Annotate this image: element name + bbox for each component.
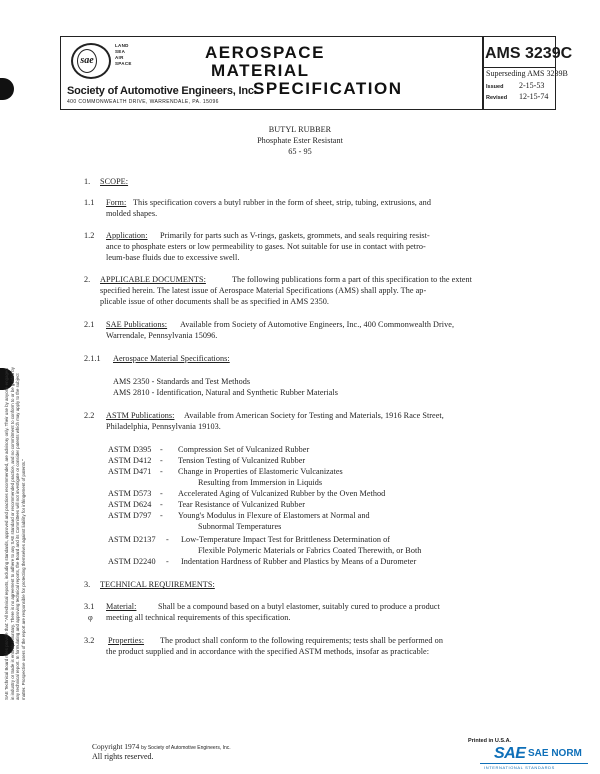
section-number: 1. — [84, 177, 91, 186]
paragraph-line: the product supplied and in accordance with the specified ASTM methods, insofar as practicable: — [106, 647, 430, 656]
astm-code: ASTM D471 — [108, 467, 152, 476]
watermark-subtitle: INTERNATIONAL STANDARDS — [484, 765, 555, 770]
section-heading: Aerospace Material Specifications: — [113, 354, 230, 363]
astm-description: Tension Testing of Vulcanized Rubber — [178, 456, 306, 465]
astm-description: Young's Modulus in Flexure of Elastomers at Normal and — [178, 511, 370, 520]
astm-dash: - — [160, 456, 163, 465]
section-number: 2.1 — [84, 320, 95, 329]
astm-dash: - — [160, 445, 163, 454]
section-number: 3.2 — [84, 636, 95, 645]
logo-caption-line: SEA — [115, 49, 126, 54]
astm-dash: - — [166, 535, 169, 544]
astm-code: ASTM D395 — [108, 445, 152, 454]
paragraph-lead: Form: — [106, 198, 127, 207]
material-subtitle: Phosphate Ester Resistant — [257, 136, 343, 145]
header-title-line2: MATERIAL — [211, 61, 310, 80]
paragraph-line: molded shapes. — [106, 209, 158, 218]
paragraph-line: leum-base fluids due to excessive swell. — [106, 253, 240, 262]
rights-reserved: All rights reserved. — [92, 752, 154, 761]
paragraph-line: plicable issue of other documents shall be as specified in AMS 2350. — [100, 297, 329, 306]
section-number: 3.1 — [84, 602, 95, 611]
astm-dash: - — [160, 500, 163, 509]
material-name: BUTYL RUBBER — [268, 125, 332, 134]
astm-description: Change in Properties of Elastomeric Vulcanizates — [178, 467, 343, 476]
section-heading: APPLICABLE DOCUMENTS: — [100, 275, 206, 284]
paragraph-line: Primarily for parts such as V-rings, gaskets, grommets, and seals requiring resist- — [160, 231, 430, 240]
astm-description: Tear Resistance of Vulcanized Rubber — [178, 500, 305, 509]
astm-description-cont: Flexible Polymeric Materials or Fabrics Coated Therewith, or Both — [198, 546, 422, 555]
disclaimer-line: SAE Technical Board rules provide that: "All technical reports, including standards, approved and practices recommended, are advisory only. Their use by anyone engaged — [4, 368, 9, 700]
ams-rule — [482, 67, 556, 68]
astm-description-cont: Resulting from Immersion in Liquids — [198, 478, 323, 487]
copyright-year: 1974 — [124, 742, 140, 751]
paragraph-line: Available from Society of Automotive Engineers, Inc., 400 Commonwealth Drive, — [180, 320, 455, 329]
paragraph-line: Shall be a compound based on a butyl elastomer, suitably cured to produce a product — [158, 602, 440, 611]
side-disclaimer — [4, 160, 26, 700]
paragraph-lead: Application: — [106, 231, 148, 240]
paragraph-line: Philadelphia, Pennsylvania 19103. — [106, 422, 221, 431]
ams-reference: AMS 2350 - Standards and Test Methods — [113, 377, 251, 386]
paragraph-line: specified herein. The latest issue of Aerospace Material Specifications (AMS) shall apply. The ap- — [100, 286, 427, 295]
watermark-norm: SAE NORM — [528, 748, 582, 759]
ams-number: AMS 3239C — [485, 45, 573, 62]
printed-in: Printed in U.S.A. — [468, 738, 512, 744]
paragraph-line: Warrendale, Pennsylvania 15096. — [106, 331, 218, 340]
astm-code: ASTM D412 — [108, 456, 152, 465]
astm-dash: - — [160, 489, 163, 498]
astm-code: ASTM D797 — [108, 511, 152, 520]
disclaimer-line: matter. Prospective users of the report are responsible for protecting themselves against liability for infringement of patents." — [20, 459, 26, 700]
issued-date: 2-15-53 — [519, 81, 545, 90]
section-heading: TECHNICAL REQUIREMENTS: — [100, 580, 215, 589]
section-number: 1.1 — [84, 198, 95, 207]
header-title-line3: SPECIFICATION — [253, 79, 403, 98]
astm-description: Indentation Hardness of Rubber and Plastics by Means of a Durometer — [181, 557, 417, 566]
section-number: 1.2 — [84, 231, 95, 240]
logo-caption-line: AIR — [115, 55, 124, 60]
astm-code: ASTM D624 — [108, 500, 152, 509]
astm-description: Compression Set of Vulcanized Rubber — [178, 445, 310, 454]
astm-dash: - — [166, 557, 169, 566]
revised-date: 12-15-74 — [519, 92, 549, 101]
astm-description: Low-Temperature Impact Test for Brittleness Determination of — [181, 535, 391, 544]
paragraph-lead: Properties: — [108, 636, 145, 645]
header-divider — [482, 37, 484, 109]
revision-mark: φ — [88, 613, 93, 622]
paragraph-line: ance to phosphate esters or low permeability to gases. Not suitable for use in contact with petro- — [106, 242, 426, 251]
sae-logo — [71, 43, 111, 79]
astm-code: ASTM D573 — [108, 489, 152, 498]
paragraph-line: meeting all technical requirements of this specification. — [106, 613, 291, 622]
copyright-line — [92, 742, 231, 751]
disclaimer-line: in industry or trade is entirely voluntary. There is no agreement to adhere to any SAE standard or recommended practice, and no commitment to conform to or be guided by — [9, 367, 15, 700]
section-number: 3. — [84, 580, 91, 589]
paragraph-lead: Material: — [106, 602, 137, 611]
logo-caption-line: SPACE — [115, 61, 132, 66]
society-name: Society of Automotive Engineers, Inc. — [67, 85, 257, 97]
sae-logo-mark: sae — [77, 49, 97, 73]
astm-code: ASTM D2137 — [108, 535, 156, 544]
society-address: 400 COMMONWEALTH DRIVE, WARRENDALE, PA. 15096 — [67, 99, 219, 105]
section-number: 2.1.1 — [84, 354, 101, 363]
spec-header — [60, 36, 573, 110]
logo-caption-line: LAND — [115, 43, 129, 48]
section-heading: SCOPE: — [100, 177, 129, 186]
paragraph-line: Available from American Society for Testing and Materials, 1916 Race Street, — [184, 411, 444, 420]
paragraph-line: The following publications form a part of this specification to the extent — [232, 275, 472, 284]
ams-reference: AMS 2810 - Identification, Natural and Synthetic Rubber Materials — [113, 388, 338, 397]
revised-label: Revised — [486, 95, 508, 101]
astm-code: ASTM D2240 — [108, 557, 156, 566]
section-number: 2.2 — [84, 411, 95, 420]
copyright-word: Copyright — [92, 742, 123, 751]
issued-label: Issued — [486, 84, 504, 90]
watermark-brand: SAE — [494, 745, 526, 762]
watermark-rule — [480, 763, 588, 764]
astm-dash: - — [160, 511, 163, 520]
paragraph-lead: SAE Publications: — [106, 320, 168, 329]
binder-hole — [0, 78, 14, 100]
astm-dash: - — [160, 467, 163, 476]
copyright-owner: by Society of Automotive Engineers, Inc. — [141, 745, 231, 751]
superseding-note: Superseding AMS 3239B — [486, 69, 568, 78]
disclaimer-line: any technical report. In formulating and approving technical reports, the Board and its Committees will not investigate or consider patents which may apply to the subject — [15, 373, 21, 700]
astm-description: Accelerated Aging of Vulcanized Rubber by the Oven Method — [178, 489, 386, 498]
logo-caption — [115, 43, 132, 67]
paragraph-lead: ASTM Publications: — [106, 411, 175, 420]
astm-description-cont: Subnormal Temperatures — [198, 522, 282, 531]
header-title-line1: AEROSPACE — [205, 43, 325, 62]
durometer-range: 65 - 95 — [288, 147, 312, 156]
paragraph-line: This specification covers a butyl rubber in the form of sheet, strip, tubing, extrusions, and — [133, 198, 431, 207]
section-number: 2. — [84, 275, 91, 284]
paragraph-line: The product shall conform to the following requirements; tests shall be performed on — [160, 636, 443, 645]
